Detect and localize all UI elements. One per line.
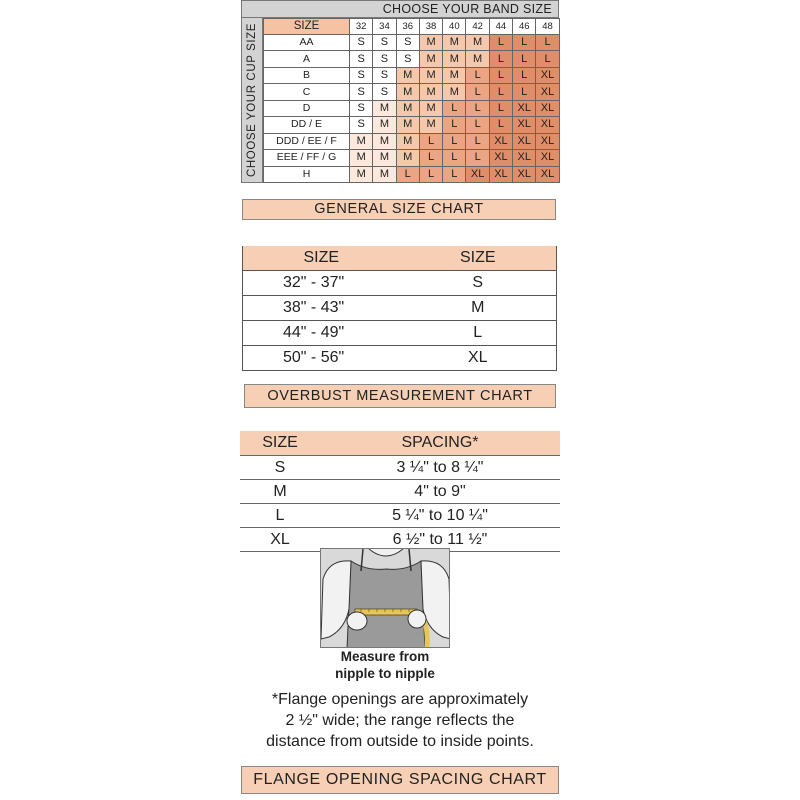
overbust-range: 32" - 37" — [243, 271, 400, 296]
size-cell: M — [419, 117, 442, 133]
size-cell: M — [466, 35, 489, 51]
cup-size-label: C — [264, 84, 350, 100]
size-cell: M — [396, 150, 419, 166]
cup-size-label: AA — [264, 35, 350, 51]
table-row — [243, 321, 557, 346]
size-cell: XL — [536, 133, 559, 149]
size-cell: XL — [513, 133, 536, 149]
cup-size-label: EEE / FF / G — [264, 150, 350, 166]
size-cell: M — [443, 67, 466, 83]
table-row — [243, 346, 557, 371]
size-cell: L — [443, 150, 466, 166]
cup-row — [264, 100, 560, 116]
size-cell: XL — [513, 100, 536, 116]
size-cell: L — [513, 67, 536, 83]
size-cell: L — [489, 100, 512, 116]
size-cell: M — [373, 166, 396, 183]
band-size-header-cell: 46 — [513, 19, 536, 35]
table-row — [243, 271, 557, 296]
size-cell: M — [396, 117, 419, 133]
overbust-size: S — [400, 271, 557, 296]
band-size-header: CHOOSE YOUR BAND SIZE — [241, 0, 559, 18]
size-cell: L — [489, 84, 512, 100]
spacing-table — [240, 431, 560, 552]
cup-size-side-label — [241, 18, 263, 183]
size-cell: M — [419, 35, 442, 51]
cup-row — [264, 133, 560, 149]
band-size-header-cell: 38 — [419, 19, 442, 35]
spacing-range: 4" to 9" — [320, 480, 560, 504]
spacing-size: M — [240, 480, 320, 504]
overbust-range: 38" - 43" — [243, 296, 400, 321]
size-cell: M — [373, 117, 396, 133]
spacing-size: S — [240, 456, 320, 480]
size-cell: S — [350, 35, 373, 51]
size-cell: L — [466, 150, 489, 166]
general-size-chart-title: GENERAL SIZE CHART — [242, 199, 556, 220]
size-cell: S — [373, 84, 396, 100]
size-cell: XL — [513, 117, 536, 133]
size-cell: L — [466, 117, 489, 133]
spacing-header-spacing: SPACING* — [320, 431, 560, 456]
overbust-header-measure: SIZE — [243, 246, 400, 271]
size-cell: M — [466, 51, 489, 67]
size-cell: XL — [536, 100, 559, 116]
cup-row — [264, 67, 560, 83]
band-row — [264, 19, 560, 35]
cup-size-label: B — [264, 67, 350, 83]
size-cell: M — [419, 67, 442, 83]
size-cell: S — [350, 84, 373, 100]
size-cell: L — [466, 84, 489, 100]
spacing-size: L — [240, 504, 320, 528]
size-cell: M — [443, 51, 466, 67]
table-row — [240, 480, 560, 504]
band-size-header-cell: 40 — [443, 19, 466, 35]
size-cell: S — [373, 51, 396, 67]
size-cell: M — [419, 84, 442, 100]
size-cell: XL — [536, 84, 559, 100]
size-cell: S — [396, 51, 419, 67]
size-cell: XL — [513, 150, 536, 166]
overbust-header-size: SIZE — [400, 246, 557, 271]
size-cell: M — [396, 67, 419, 83]
cup-rows — [264, 35, 560, 183]
size-corner-label: SIZE — [264, 19, 350, 35]
spacing-header-row — [240, 431, 560, 456]
size-cell: L — [466, 67, 489, 83]
size-cell: L — [513, 51, 536, 67]
footnote-line: *Flange openings are approximately — [271, 691, 529, 708]
cup-size-label: DDD / EE / F — [264, 133, 350, 149]
size-cell: S — [373, 67, 396, 83]
spacing-range: 6 ½" to 11 ½" — [320, 528, 560, 552]
size-cell: L — [489, 35, 512, 51]
size-cell: L — [489, 51, 512, 67]
cup-size-label: DD / E — [264, 117, 350, 133]
size-cell: XL — [466, 166, 489, 183]
spacing-range: 5 ¼" to 10 ¼" — [320, 504, 560, 528]
size-cell: M — [350, 150, 373, 166]
size-cell: M — [350, 133, 373, 149]
size-cell: S — [350, 117, 373, 133]
band-size-header-cell: 42 — [466, 19, 489, 35]
cup-size-label: H — [264, 166, 350, 183]
overbust-table — [242, 246, 557, 371]
overbust-size: XL — [400, 346, 557, 371]
cup-size-label: A — [264, 51, 350, 67]
size-cell: L — [466, 133, 489, 149]
size-cell: M — [443, 84, 466, 100]
overbust-range: 50" - 56" — [243, 346, 400, 371]
cup-size-side-text: CHOOSE YOUR CUP SIZE — [246, 22, 258, 178]
cup-row — [264, 150, 560, 166]
cup-row — [264, 84, 560, 100]
spacing-header-size: SIZE — [240, 431, 320, 456]
size-cell: L — [443, 133, 466, 149]
flange-footnote — [238, 689, 562, 752]
band-size-header-cell: 32 — [350, 19, 373, 35]
size-cell: M — [350, 166, 373, 183]
size-cell: XL — [536, 166, 559, 183]
size-cell: XL — [536, 67, 559, 83]
footnote-line: 2 ½" wide; the range reflects the — [285, 712, 515, 729]
size-cell: M — [419, 51, 442, 67]
size-cell: M — [373, 133, 396, 149]
table-row — [240, 504, 560, 528]
size-cell: M — [396, 84, 419, 100]
size-cell: L — [443, 117, 466, 133]
table-row — [240, 456, 560, 480]
size-cell: XL — [513, 166, 536, 183]
table-row — [243, 296, 557, 321]
size-cell: M — [396, 133, 419, 149]
size-cell: L — [419, 166, 442, 183]
caption-line: Measure from — [340, 649, 430, 664]
size-cell: S — [350, 51, 373, 67]
measure-illustration — [320, 548, 450, 648]
caption-line: nipple to nipple — [335, 666, 435, 681]
band-cup-size-table — [263, 18, 560, 183]
band-size-header-cell: 36 — [396, 19, 419, 35]
overbust-chart-title: OVERBUST MEASUREMENT CHART — [244, 384, 556, 408]
size-cell: L — [489, 67, 512, 83]
cup-row — [264, 51, 560, 67]
size-cell: L — [396, 166, 419, 183]
overbust-size: L — [400, 321, 557, 346]
cup-row — [264, 117, 560, 133]
overbust-size: M — [400, 296, 557, 321]
size-cell: L — [419, 150, 442, 166]
cup-row — [264, 166, 560, 183]
size-cell: L — [513, 35, 536, 51]
cup-row — [264, 35, 560, 51]
size-cell: M — [419, 100, 442, 116]
size-cell: M — [373, 150, 396, 166]
size-cell: L — [419, 133, 442, 149]
spacing-range: 3 ¼" to 8 ¼" — [320, 456, 560, 480]
torso-measuring-tape-icon — [321, 549, 450, 648]
size-cell: L — [443, 100, 466, 116]
size-cell: L — [466, 100, 489, 116]
size-cell: XL — [489, 150, 512, 166]
cup-size-label: D — [264, 100, 350, 116]
spacing-size: XL — [240, 528, 320, 552]
band-size-header-cell: 34 — [373, 19, 396, 35]
size-cell: L — [536, 51, 559, 67]
band-size-header-cell: 44 — [489, 19, 512, 35]
size-cell: XL — [489, 166, 512, 183]
size-cell: XL — [536, 150, 559, 166]
size-cell: XL — [489, 133, 512, 149]
flange-chart-title: FLANGE OPENING SPACING CHART — [241, 766, 559, 794]
size-cell: L — [489, 117, 512, 133]
size-cell: M — [443, 35, 466, 51]
size-cell: L — [513, 84, 536, 100]
overbust-range: 44" - 49" — [243, 321, 400, 346]
size-cell: L — [443, 166, 466, 183]
illustration-caption — [300, 648, 470, 682]
footnote-line: distance from outside to inside points. — [266, 733, 534, 750]
size-cell: S — [350, 100, 373, 116]
size-cell: L — [536, 35, 559, 51]
band-size-header-cell: 48 — [536, 19, 559, 35]
size-cell: S — [373, 35, 396, 51]
size-cell: S — [396, 35, 419, 51]
size-cell: M — [396, 100, 419, 116]
overbust-header-row — [243, 246, 557, 271]
size-cell: XL — [536, 117, 559, 133]
size-cell: M — [373, 100, 396, 116]
size-cell: S — [350, 67, 373, 83]
